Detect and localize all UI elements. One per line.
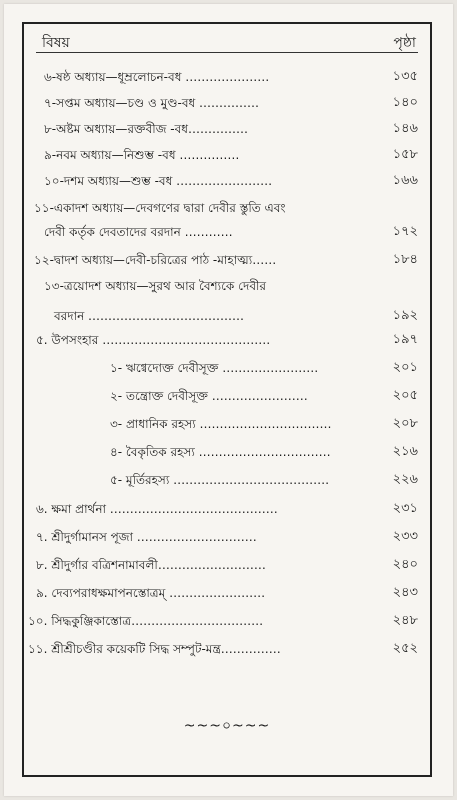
list-item	[44, 173, 272, 189]
entry-page: ১৮৪	[392, 252, 418, 267]
list-item	[44, 224, 233, 240]
ornament-divider: ~~~০~~~	[183, 718, 271, 734]
contents-header	[24, 29, 430, 55]
header-underline	[36, 52, 418, 53]
entry-page: ২১৬	[392, 444, 418, 459]
list-item	[44, 69, 269, 85]
contents-frame	[22, 22, 432, 777]
entry-title: ২- তন্ত্রোক্ত দেবীসূক্ত ……………………	[110, 389, 308, 403]
list-item	[44, 147, 239, 163]
entry-title: ৫. উপসংহার ……………………………………	[36, 333, 271, 347]
entry-page: ১৭২	[392, 224, 418, 239]
list-item	[110, 444, 331, 460]
entry-page: ১৪৬	[392, 121, 418, 136]
list-item	[44, 121, 248, 137]
entry-title: ১- ঋগ্বেদোক্ত দেবীসূক্ত ……………………	[110, 361, 319, 375]
entry-title: ৬-ষষ্ঠ অধ্যায়—ধূম্রলোচন-বধ …………………	[44, 70, 270, 84]
entry-page: ১৫৮	[392, 147, 418, 162]
entry-page: ২২৬	[392, 472, 418, 487]
page-heading: পৃষ্ঠা	[393, 35, 416, 51]
entry-title: ৮-অষ্টম অধ্যায়—রক্তবীজ -বধ……………	[44, 122, 248, 136]
entry-page: ২৪০	[392, 557, 418, 572]
list-item	[28, 613, 263, 629]
entry-page: ১৯২	[392, 308, 418, 323]
list-item	[36, 501, 278, 517]
list-item	[34, 252, 276, 268]
entry-page: ২০৫	[392, 388, 418, 403]
list-item	[110, 388, 308, 404]
subject-heading: বিষয়	[42, 35, 70, 51]
list-item	[44, 95, 259, 111]
list-item	[28, 641, 281, 657]
entry-title: ৭. শ্রীদুর্গামানস পূজা …………………………	[36, 530, 257, 544]
list-item	[34, 200, 286, 216]
entry-page: ২৪৩	[392, 585, 418, 600]
entry-title: বরদান …………………………………	[54, 309, 245, 323]
entry-title: ১১-একাদশ অধ্যায়—দেবগণের দ্বারা দেবীর স্তুতি এবং	[34, 201, 286, 215]
entry-title: ৩- প্রাধানিক রহস্য ……………………………	[110, 417, 332, 431]
book-page	[4, 4, 453, 796]
entry-page: ২৩৩	[392, 529, 418, 544]
entry-title: ৬. ক্ষমা প্রার্থনা ……………………………………	[36, 502, 278, 516]
entry-page: ২০৮	[392, 416, 418, 431]
entry-page: ২৪৮	[392, 613, 418, 628]
entry-title: ৯-নবম অধ্যায়—নিশুম্ভ -বধ ……………	[44, 148, 240, 162]
entry-page: ২৫২	[392, 641, 418, 656]
entry-page: ২৩১	[392, 501, 418, 516]
entry-title: ৭-সপ্তম অধ্যায়—চণ্ড ও মুণ্ড-বধ ……………	[44, 96, 260, 110]
entry-title: ৯. দেব্যপরাধক্ষমাপনস্তোত্রম্ ……………………	[36, 586, 266, 600]
entry-page: ১৩৫	[392, 69, 418, 84]
list-item	[36, 557, 266, 573]
entry-title: ৫- মূর্তিরহস্য …………………………………	[110, 473, 330, 487]
entry-title: দেবী কর্তৃক দেবতাদের বরদান …………	[44, 225, 233, 239]
list-item	[36, 529, 257, 545]
entry-title: ১৩-ত্রয়োদশ অধ্যায়—সুরথ আর বৈশ্যকে দেবীর	[44, 279, 267, 293]
entry-title: ৮. শ্রীদুর্গার বত্রিশনামাবলী………………………	[36, 558, 266, 572]
entry-title: ১০. সিদ্ধকুঞ্জিকাস্তোত্র……………………………	[28, 614, 264, 628]
list-item	[44, 278, 266, 294]
list-item	[36, 585, 265, 601]
entry-page: ১৪০	[392, 95, 418, 110]
list-item	[110, 472, 329, 488]
entry-page: ১৬৬	[392, 173, 418, 188]
entry-title: ১২-দ্বাদশ অধ্যায়—দেবী-চরিত্রের পাঠ -মাহাত্ম্য……	[34, 253, 277, 267]
entry-title: ১০-দশম অধ্যায়—শুম্ভ -বধ ……………………	[44, 174, 273, 188]
list-item	[110, 360, 318, 376]
list-item	[110, 416, 332, 432]
entry-page: ২০১	[392, 360, 418, 375]
list-item	[54, 308, 244, 324]
list-item	[36, 332, 270, 348]
entry-title: ১১. শ্রীশ্রীচণ্ডীর কয়েকটি সিদ্ধ সম্পুট-মন্ত্র……………	[28, 642, 281, 656]
entry-title: ৪- বৈকৃতিক রহস্য ……………………………	[110, 445, 331, 459]
entry-page: ১৯৭	[392, 332, 418, 347]
